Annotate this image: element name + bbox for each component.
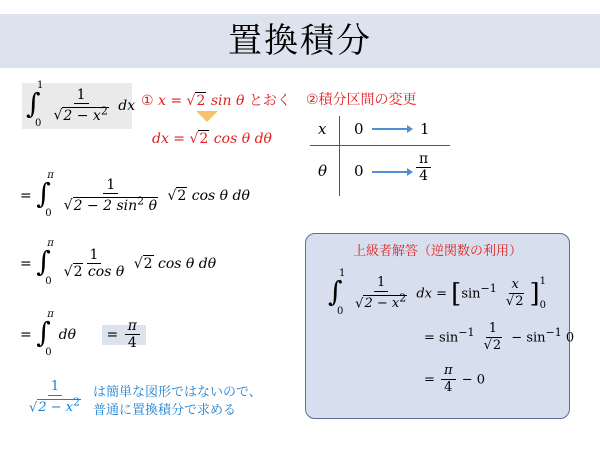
table-row2-var: θ: [318, 162, 328, 180]
solution-line-3: = ∫ π 0 dθ = $\frac{\pi}{4}$: [20, 315, 146, 355]
page-title: 置換積分: [228, 21, 372, 61]
table-row1-to: 1: [420, 120, 430, 138]
note-line-2: 普通に置換積分で求める: [93, 403, 237, 418]
arrow-right-icon: [372, 171, 408, 173]
note-fraction: $\frac{1}{√2 - x^2}$: [29, 379, 81, 416]
arrow-right-icon: [372, 128, 408, 130]
advanced-line-2: = $\sin^{-1}$ $\frac{1}{√2}$ − $\sin^{-1} 0$: [424, 321, 575, 353]
table-row2-to: $\frac{\pi}{4}$: [414, 151, 433, 185]
advanced-line-3: = $\frac{\pi}{4}$ − 0: [424, 363, 486, 395]
solution-line-1: = ∫ π 0 $\frac{1}{√2 - 2 \sin^2 \theta}$ √2 cos θ dθ: [20, 170, 250, 219]
original-integral: ∫ 1 0 $\frac{1}{√2 - x^2}$ dx: [26, 80, 136, 129]
table-row1-var: x: [318, 120, 327, 138]
table-row1-from: 0: [354, 120, 364, 138]
step1-substitution: ① x = √2 sin θ とおく: [141, 93, 291, 109]
step1-differential: dx = √2 cos θ dθ: [152, 131, 272, 147]
advanced-line-1: ∫ 1 0 $\frac{1}{√2 - x^2}$ dx = [$\sin^{-1}$ $\frac{x}{√2}$ ] 1 0: [328, 268, 546, 317]
arrow-down-icon: [196, 111, 218, 122]
advanced-heading: 上級者解答（逆関数の利用）: [352, 244, 522, 259]
note-line-1: は簡単な図形ではないので、: [93, 385, 262, 400]
interval-table: [306, 114, 446, 198]
table-row2-from: 0: [354, 162, 364, 180]
note-text: [93, 384, 262, 420]
step2-label: ②積分区間の変更: [306, 92, 417, 108]
solution-line-2: = ∫ π 0 $\frac{1}{\text{√2 cos θ}}$ √2 cos θ dθ: [20, 238, 217, 287]
result-highlight: = $\frac{\pi}{4}$: [102, 325, 145, 345]
